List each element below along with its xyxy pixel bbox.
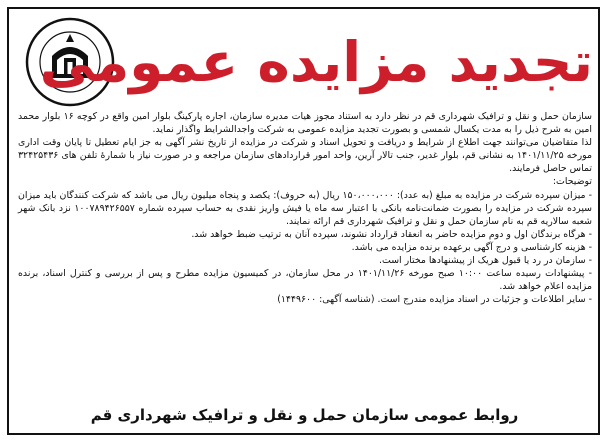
notes-heading: توضیحات: — [552, 176, 592, 188]
intro-paragraph: سازمان حمل و نقل و ترافیک شهرداری قم در نظر دارد به استناد مجوز هیات مدیره سازمان، اجاره پارکینگ بلوار امین واقع در کوچه ۱۶ بلوار محمد امین به شرح ذیل را به مدت یکسال شمسی و بصورت تجدید مزایده عمومی به شرکت واجدالشرایط واگذار نماید. — [18, 111, 592, 136]
note-item: - سازمان در رد یا قبول هریک از پیشنهادها مختار است. — [379, 255, 592, 267]
note-item: - پیشنهادات رسیده ساعت ۱۰:۰۰ صبح مورخه ۱۴۰۱/۱۱/۲۶ در محل سازمان، در کمیسیون مزایده مطرح و پس از بررسی و کنترل اسناد، برنده مزایده اعلام خواهد شد. — [18, 268, 592, 293]
note-item: - هرگاه برندگان اول و دوم مزایده حاضر به انعقاد قرارداد نشوند، سپرده آنان به ترتیب ضبط خواهد شد. — [191, 228, 592, 240]
note-item: - سایر اطلاعات و جزئیات در اسناد مزایده مندرج است. (شناسه آگهی: ۱۴۴۹۶۰۰) — [277, 294, 592, 306]
intro-paragraph: لذا متقاضیان می‌توانند جهت اطلاع از شرایط و دریافت و تحویل اسناد و شرکت در مزایده از تاریخ نشر آگهی به جز ایام تعطیل تا پایان وقت اداری مورخه ۱۴۰۱/۱۱/۲۵ به نشانی قم، بلوار غدیر، جنب تالار آرین، واحد امور قراردادهای سازمان مراجعه و در صورت نیاز با شمارهٔ تلفن های ۳۲۴۲۵۴۳۶ تماس حاصل فرمایند. — [18, 137, 592, 175]
notice-title: تجدید مزایده عمومی — [39, 30, 593, 94]
note-item: - میزان سپرده شرکت در مزایده به مبلغ (به عدد): ۱۵۰،۰۰۰،۰۰۰ ریال (به حروف): یکصد و پنجاه میلیون ریال می باشد که شرکت کنندگان باید میزان سپرده شرکت در مزایده را بصورت ضمانت‌نامه بانکی با اعتبار سه ماه یا فیش واریز نقدی به حساب سپرده شماره ۱۰۰۷۸۹۴۲۶۵۵۷ نزد بانک شهر شعبه سالاریه قم به نام سازمان حمل و نقل و ترافیک شهرداری قم ارائه نمایند. — [18, 189, 593, 227]
note-item: - هزینه کارشناسی و درج آگهی برعهده برنده مزایده می باشد. — [351, 241, 592, 253]
notice-footer: روابط عمومی سازمان حمل و نقل و ترافیک شهرداری قم — [90, 406, 519, 424]
notice-body — [18, 110, 592, 306]
